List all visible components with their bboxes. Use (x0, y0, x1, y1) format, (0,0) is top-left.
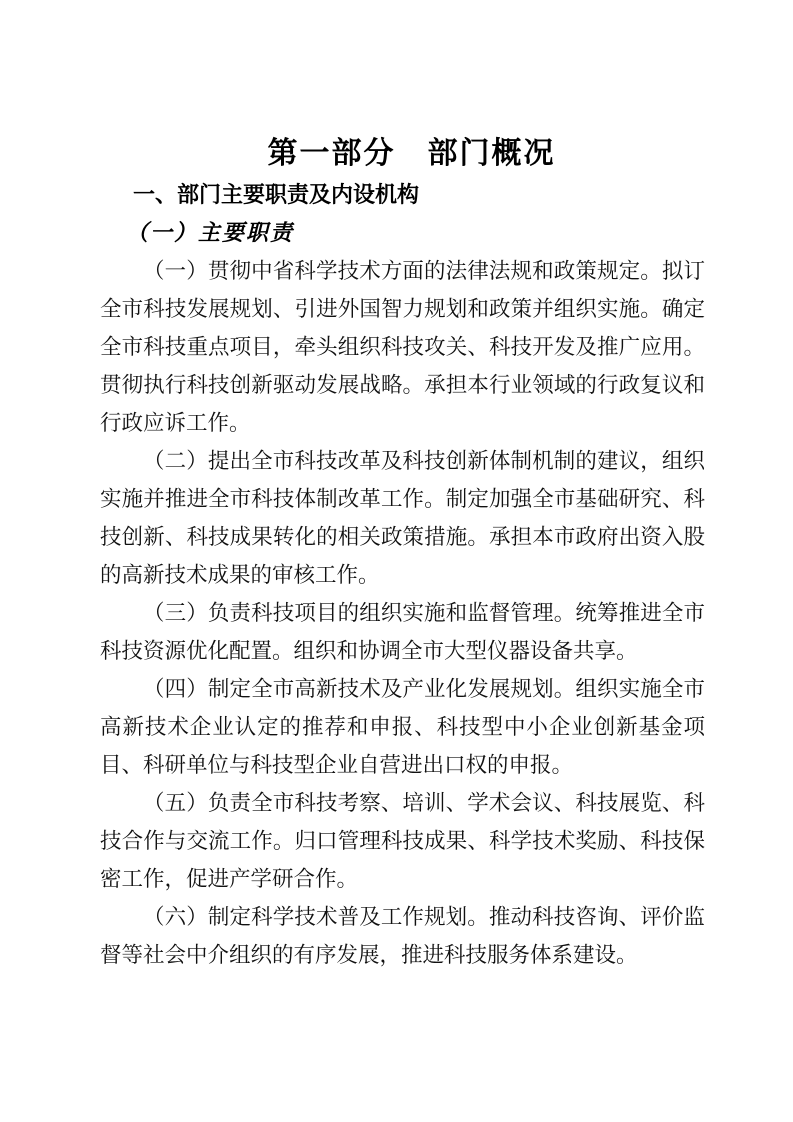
paragraph: （三）负责科技项目的组织实施和监督管理。统筹推进全市科技资源优化配置。组织和协调全市大型仪器设备共享。 (100, 601, 705, 663)
paragraph: （四）制定全市高新技术及产业化发展规划。组织实施全市高新技术企业认定的推荐和申报、科技型中小企业创新基金项目、科研单位与科技型企业自营进出口权的申报。 (100, 677, 705, 777)
subsection-heading: （一）主要职责 (126, 220, 295, 245)
paragraph: （五）负责全市科技考察、培训、学术会议、科技展览、科技合作与交流工作。归口管理科技成果、科学技术奖励、科技保密工作，促进产学研合作。 (100, 791, 705, 891)
document-title: 第一部分 部门概况 (267, 137, 556, 170)
paragraph: （六）制定科学技术普及工作规划。推动科技咨询、评价监督等社会中介组织的有序发展，推进科技服务体系建设。 (100, 905, 705, 967)
document-body (100, 252, 705, 974)
paragraph: （一）贯彻中省科学技术方面的法律法规和政策规定。拟订全市科技发展规划、引进外国智力规划和政策并组织实施。确定全市科技重点项目，牵头组织科技攻关、科技开发及推广应用。贯彻执行科技创新驱动发展战略。承担本行业领域的行政复议和行政应诉工作。 (100, 259, 705, 435)
section-heading: 一、部门主要职责及内设机构 (133, 182, 420, 207)
paragraph: （二）提出全市科技改革及科技创新体制机制的建议，组织实施并推进全市科技体制改革工作。制定加强全市基础研究、科技创新、科技成果转化的相关政策措施。承担本市政府出资入股的高新技术成果的审核工作。 (100, 449, 705, 587)
